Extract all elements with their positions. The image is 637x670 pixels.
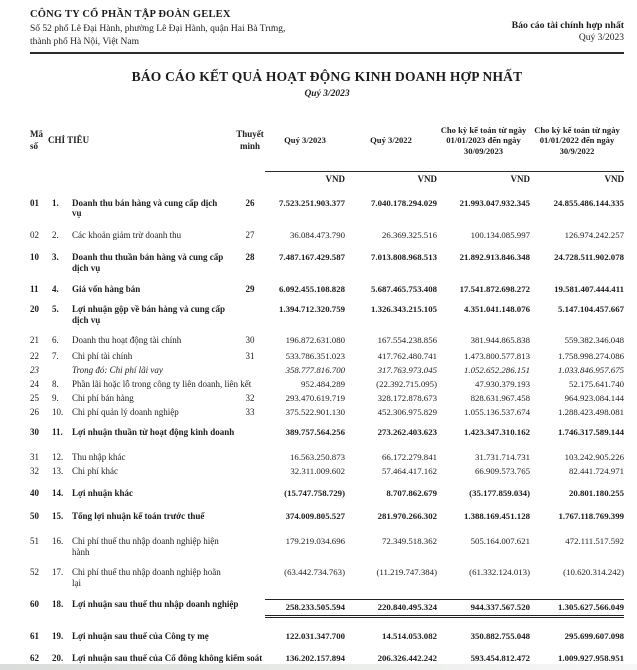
row-60-ma-so-cell: 60	[30, 598, 39, 609]
row-52-label-cell: Chi phí thuế thu nhập doanh nghiệp hoãn lại	[72, 567, 221, 589]
row-32-value-q3-2022-cell: 57.464.417.162	[382, 466, 437, 477]
row-01-thuyet-minh-cell: 26	[245, 197, 255, 208]
row-50-ma-so-cell: 50	[30, 510, 39, 521]
row-52-value-q3-2022-cell: (11.219.747.384)	[376, 567, 437, 578]
row-22-value-q3-2023-cell: 533.786.351.023	[285, 350, 345, 361]
table-row-21	[30, 335, 624, 346]
column-header-ma-so: Mã số	[30, 129, 43, 151]
row-61-value-q3-2022-cell: 14.514.053.082	[382, 630, 437, 641]
row-31-value-q3-2023-cell: 16.563.250.873	[290, 451, 345, 462]
row-01-ma-so-cell: 01	[30, 197, 39, 208]
row-32-value-ytd-2023-cell: 66.909.573.765	[475, 466, 530, 477]
row-30-value-ytd-2023-cell: 1.423.347.310.162	[464, 426, 530, 437]
report-meta	[512, 9, 624, 43]
row-30-value-q3-2023-cell: 389.757.564.256	[285, 426, 345, 437]
row-21-item-no-cell: 6.	[52, 335, 59, 345]
row-26-value-ytd-2022-cell: 1.288.423.498.081	[558, 406, 624, 417]
row-26-thuyet-minh-cell: 33	[245, 406, 255, 417]
report-period: Quý 3/2023	[578, 33, 624, 43]
row-02-value-ytd-2022-cell: 126.974.242.257	[564, 230, 624, 241]
row-21-value-q3-2023-cell: 196.872.631.080	[285, 335, 345, 345]
row-23-value-ytd-2023-cell: 1.052.652.286.151	[464, 364, 530, 375]
row-21-value-q3-2022-cell: 167.554.238.856	[377, 335, 437, 345]
row-11-value-q3-2023-cell: 6.092.455.108.828	[279, 283, 345, 294]
row-02-item-no-cell: 2.	[52, 230, 59, 241]
row-51-label-cell: Chi phí thuế thu nhập doanh nghiệp hiện hành	[72, 535, 219, 557]
table-row-30	[30, 427, 624, 438]
row-40-item-no-cell: 14.	[52, 488, 64, 499]
row-21-value-ytd-2023-cell: 381.944.865.838	[470, 335, 530, 345]
row-32-value-ytd-2022-cell: 82.441.724.971	[569, 466, 624, 477]
row-20-value-q3-2023-cell: 1.394.712.320.759	[279, 304, 345, 315]
row-11-label-cell: Giá vốn hàng bán	[72, 283, 141, 294]
column-header-ytd-2023: Cho kỳ kế toán từ ngày 01/01/2023 đến ngày 30/09/2023	[440, 124, 527, 156]
row-31-item-no-cell: 12.	[52, 451, 64, 462]
row-25-thuyet-minh-cell: 32	[245, 393, 255, 404]
row-40-value-ytd-2022-cell: 20.801.180.255	[569, 488, 624, 499]
row-24-label-cell: Phần lãi hoặc lỗ trong công ty liên doanh, liên kết	[72, 379, 252, 390]
column-header-q3-2022: Quý 3/2022	[370, 135, 412, 146]
table-row-51	[30, 536, 624, 558]
row-25-value-q3-2023-cell: 293.470.619.719	[285, 393, 345, 404]
header-divider	[30, 52, 624, 54]
row-22-value-ytd-2022-cell: 1.758.998.274.086	[558, 350, 624, 361]
row-21-value-ytd-2022-cell: 559.382.346.048	[564, 335, 624, 345]
row-60-label-cell: Lợi nhuận sau thuế thu nhập doanh nghiệp	[72, 598, 239, 609]
row-61-ma-so-cell: 61	[30, 630, 39, 641]
row-11-value-q3-2022-cell: 5.687.465.753.408	[371, 283, 437, 294]
row-02-label-cell: Các khoản giảm trừ doanh thu	[72, 230, 182, 241]
table-row-26	[30, 407, 624, 418]
row-52-value-ytd-2022-cell: (10.620.314.242)	[563, 567, 624, 578]
table-row-40	[30, 488, 624, 499]
row-26-item-no-cell: 10.	[52, 406, 64, 417]
scan-edge-artifact	[0, 664, 637, 670]
row-60-value-q3-2022-cell: 220.840.495.324	[345, 599, 437, 618]
row-23-ma-so-cell: 23	[30, 364, 39, 375]
row-62-value-q3-2023-cell: 136.202.157.894	[285, 653, 345, 664]
row-02-thuyet-minh-cell: 27	[245, 230, 255, 241]
row-25-value-q3-2022-cell: 328.172.878.673	[377, 393, 437, 404]
row-10-value-q3-2022-cell: 7.013.808.968.513	[371, 252, 437, 263]
currency-label-q3-2023: VND	[265, 171, 345, 184]
row-51-value-q3-2022-cell: 72.349.518.362	[382, 535, 437, 546]
row-52-value-q3-2023-cell: (63.442.734.763)	[284, 567, 345, 578]
row-10-label-cell: Doanh thu thuần bán hàng và cung cấp dịch vụ	[72, 252, 224, 273]
row-60-value-ytd-2022-cell: 1.305.627.566.049	[530, 599, 624, 618]
row-22-ma-so-cell: 22	[30, 350, 39, 361]
row-31-value-q3-2022-cell: 66.172.279.841	[382, 451, 437, 462]
row-52-ma-so-cell: 52	[30, 567, 39, 578]
row-50-value-q3-2022-cell: 281.970.266.302	[377, 510, 437, 521]
row-60-item-no-cell: 18.	[52, 598, 64, 609]
table-row-23	[30, 365, 624, 376]
row-32-label-cell: Chi phí khác	[72, 466, 118, 477]
column-header-chi-tieu: CHỈ TIÊU	[48, 135, 90, 145]
table-row-62	[30, 653, 624, 664]
table-row-24	[30, 379, 624, 390]
row-50-item-no-cell: 15.	[52, 510, 64, 521]
table-body	[30, 198, 624, 664]
table-row-22	[30, 351, 624, 362]
row-22-item-no-cell: 7.	[52, 350, 59, 361]
company-address	[30, 23, 285, 49]
row-01-item-no-cell: 1.	[52, 197, 59, 208]
row-20-ma-so-cell: 20	[30, 304, 39, 315]
row-25-ma-so-cell: 25	[30, 393, 39, 404]
row-52-value-ytd-2023-cell: (61.332.124.013)	[469, 567, 530, 578]
row-40-value-q3-2023-cell: (15.747.758.729)	[284, 488, 345, 499]
row-11-value-ytd-2022-cell: 19.581.407.444.411	[554, 283, 624, 294]
row-51-ma-so-cell: 51	[30, 535, 39, 546]
row-24-item-no-cell: 8.	[52, 379, 59, 390]
row-25-item-no-cell: 9.	[52, 393, 59, 404]
row-61-value-ytd-2022-cell: 295.699.607.098	[564, 630, 624, 641]
row-01-value-q3-2023-cell: 7.523.251.903.377	[279, 197, 345, 208]
column-header-ytd-2022: Cho kỳ kế toán từ ngày 01/01/2022 đến ngày 30/9/2022	[534, 124, 620, 156]
row-21-label-cell: Doanh thu hoạt động tài chính	[72, 335, 182, 345]
row-31-label-cell: Thu nhập khác	[72, 451, 126, 462]
letterhead	[30, 9, 624, 49]
row-32-value-q3-2023-cell: 32.311.009.602	[290, 466, 345, 477]
income-statement-table	[30, 113, 624, 664]
company-block	[30, 9, 285, 49]
row-21-thuyet-minh-cell: 30	[245, 335, 255, 345]
page-subtitle: Quý 3/2023	[304, 88, 350, 99]
row-31-ma-so-cell: 31	[30, 451, 39, 462]
row-26-label-cell: Chi phí quản lý doanh nghiệp	[72, 406, 179, 417]
row-01-value-q3-2022-cell: 7.040.178.294.029	[371, 197, 437, 208]
row-40-value-q3-2022-cell: 8.707.862.679	[386, 488, 437, 499]
row-23-value-q3-2023-cell: 358.777.816.700	[285, 364, 345, 375]
row-23-label-cell: Trong đó: Chi phí lãi vay	[72, 364, 163, 375]
row-30-item-no-cell: 11.	[52, 426, 63, 437]
row-23-value-q3-2022-cell: 317.763.973.045	[377, 364, 437, 375]
row-61-value-ytd-2023-cell: 350.882.755.048	[470, 630, 530, 641]
row-25-value-ytd-2022-cell: 964.923.084.144	[564, 393, 624, 404]
column-header-q3-2023: Quý 3/2023	[284, 135, 326, 146]
row-31-value-ytd-2023-cell: 31.731.714.731	[475, 451, 530, 462]
row-30-value-ytd-2022-cell: 1.746.317.589.144	[558, 426, 624, 437]
row-11-item-no-cell: 4.	[52, 283, 59, 294]
row-01-value-ytd-2023-cell: 21.993.047.932.345	[459, 197, 530, 208]
row-22-value-q3-2022-cell: 417.762.480.741	[377, 350, 437, 361]
table-header-row	[30, 113, 624, 169]
row-02-value-q3-2023-cell: 36.084.473.790	[290, 230, 345, 241]
row-24-value-ytd-2023-cell: 47.930.379.193	[475, 379, 530, 390]
row-10-value-ytd-2022-cell: 24.728.511.902.078	[554, 252, 624, 263]
row-20-value-q3-2022-cell: 1.326.343.215.105	[371, 304, 437, 315]
row-61-item-no-cell: 19.	[52, 630, 64, 641]
row-60-value-q3-2023-cell: 258.233.505.594	[265, 599, 345, 618]
row-50-value-ytd-2022-cell: 1.767.118.769.399	[558, 510, 624, 521]
table-row-31	[30, 452, 624, 463]
row-31-value-ytd-2022-cell: 103.242.905.226	[564, 451, 624, 462]
row-24-ma-so-cell: 24	[30, 379, 39, 390]
row-50-label-cell: Tổng lợi nhuận kế toán trước thuế	[72, 510, 205, 521]
table-row-02	[30, 230, 624, 241]
row-32-item-no-cell: 13.	[52, 466, 64, 477]
row-21-ma-so-cell: 21	[30, 335, 39, 345]
row-10-ma-so-cell: 10	[30, 252, 39, 263]
column-header-thuyet-minh: Thuyết minh	[236, 129, 264, 151]
row-50-value-ytd-2023-cell: 1.388.169.451.128	[464, 510, 530, 521]
row-26-value-ytd-2023-cell: 1.055.136.537.674	[464, 406, 530, 417]
row-22-label-cell: Chi phí tài chính	[72, 350, 133, 361]
currency-label-q3-2022: VND	[345, 171, 437, 184]
row-62-value-ytd-2023-cell: 593.454.812.472	[470, 653, 530, 664]
row-02-ma-so-cell: 02	[30, 230, 39, 241]
report-type: Báo cáo tài chính hợp nhất	[511, 20, 624, 31]
table-row-50	[30, 511, 624, 522]
row-20-label-cell: Lợi nhuận gộp về bán hàng và cung cấp dịch vụ	[72, 304, 226, 326]
row-20-value-ytd-2023-cell: 4.351.041.148.076	[464, 304, 530, 315]
row-62-item-no-cell: 20.	[52, 653, 64, 664]
row-40-value-ytd-2023-cell: (35.177.859.034)	[469, 488, 530, 499]
row-26-value-q3-2022-cell: 452.306.975.829	[377, 406, 437, 417]
row-10-value-ytd-2023-cell: 21.892.913.846.348	[459, 252, 530, 263]
row-62-value-ytd-2022-cell: 1.009.927.958.951	[558, 653, 624, 664]
row-62-value-q3-2022-cell: 206.326.442.242	[377, 653, 437, 664]
currency-row	[30, 171, 624, 184]
page-title: BÁO CÁO KẾT QUẢ HOẠT ĐỘNG KINH DOANH HỢP NHẤT	[131, 68, 523, 84]
table-row-60	[30, 599, 624, 618]
row-26-ma-so-cell: 26	[30, 406, 39, 417]
company-name: CÔNG TY CỔ PHẦN TẬP ĐOÀN GELEX	[30, 9, 231, 20]
row-24-value-q3-2022-cell: (22.392.715.095)	[376, 379, 437, 390]
row-51-item-no-cell: 16.	[52, 535, 64, 546]
row-22-value-ytd-2023-cell: 1.473.800.577.813	[464, 350, 530, 361]
table-row-20	[30, 304, 624, 326]
row-11-ma-so-cell: 11	[30, 283, 39, 294]
row-32-ma-so-cell: 32	[30, 466, 39, 477]
currency-label-ytd-2022: VND	[530, 171, 624, 184]
row-22-thuyet-minh-cell: 31	[245, 350, 255, 361]
row-10-item-no-cell: 3.	[52, 252, 59, 263]
row-26-value-q3-2023-cell: 375.522.901.130	[285, 406, 345, 417]
company-address-line2: thành phố Hà Nội, Việt Nam	[30, 36, 140, 47]
row-60-value-ytd-2023-cell: 944.337.567.520	[437, 599, 530, 618]
row-40-ma-so-cell: 40	[30, 488, 39, 499]
table-row-11	[30, 284, 624, 295]
table-row-61	[30, 631, 624, 642]
company-address-line1: Số 52 phố Lê Đại Hành, phường Lê Đại Hành, quận Hai Bà Trưng,	[30, 24, 286, 34]
row-10-thuyet-minh-cell: 28	[245, 252, 255, 263]
row-02-value-ytd-2023-cell: 100.134.085.997	[470, 230, 530, 241]
row-61-value-q3-2023-cell: 122.031.347.700	[285, 630, 345, 641]
row-25-value-ytd-2023-cell: 828.631.967.458	[470, 393, 530, 404]
row-40-label-cell: Lợi nhuận khác	[72, 488, 134, 499]
row-25-label-cell: Chi phí bán hàng	[72, 393, 134, 404]
row-62-label-cell: Lợi nhuận sau thuế của Cổ đông không kiểm soát	[72, 653, 263, 664]
row-10-value-q3-2023-cell: 7.487.167.429.587	[279, 252, 345, 263]
row-51-value-q3-2023-cell: 179.219.034.696	[285, 535, 345, 546]
table-row-52	[30, 567, 624, 589]
table-row-10	[30, 252, 624, 274]
row-62-ma-so-cell: 62	[30, 653, 39, 664]
table-row-32	[30, 466, 624, 477]
row-61-label-cell: Lợi nhuận sau thuế của Công ty mẹ	[72, 630, 209, 641]
table-row-25	[30, 393, 624, 404]
row-51-value-ytd-2023-cell: 505.164.007.621	[470, 535, 530, 546]
row-01-label-cell: Doanh thu bán hàng và cung cấp dịch vụ	[72, 197, 218, 219]
row-11-value-ytd-2023-cell: 17.541.872.698.272	[459, 283, 530, 294]
row-20-item-no-cell: 5.	[52, 304, 59, 315]
row-11-thuyet-minh-cell: 29	[245, 283, 255, 294]
row-51-value-ytd-2022-cell: 472.111.517.592	[565, 535, 624, 546]
row-02-value-q3-2022-cell: 26.369.325.516	[382, 230, 437, 241]
currency-label-ytd-2023: VND	[437, 171, 530, 184]
row-30-value-q3-2022-cell: 273.262.403.623	[377, 426, 437, 437]
row-52-item-no-cell: 17.	[52, 567, 64, 578]
row-23-value-ytd-2022-cell: 1.033.846.957.675	[558, 364, 624, 375]
row-20-value-ytd-2022-cell: 5.147.104.457.667	[558, 304, 624, 315]
table-row-01	[30, 198, 624, 220]
row-24-value-ytd-2022-cell: 52.175.641.740	[569, 379, 624, 390]
row-01-value-ytd-2022-cell: 24.855.486.144.335	[553, 197, 624, 208]
row-24-value-q3-2023-cell: 952.484.289	[301, 379, 345, 390]
row-30-ma-so-cell: 30	[30, 426, 39, 437]
row-30-label-cell: Lợi nhuận thuần từ hoạt động kinh doanh	[72, 426, 235, 437]
row-50-value-q3-2023-cell: 374.009.805.527	[285, 510, 345, 521]
